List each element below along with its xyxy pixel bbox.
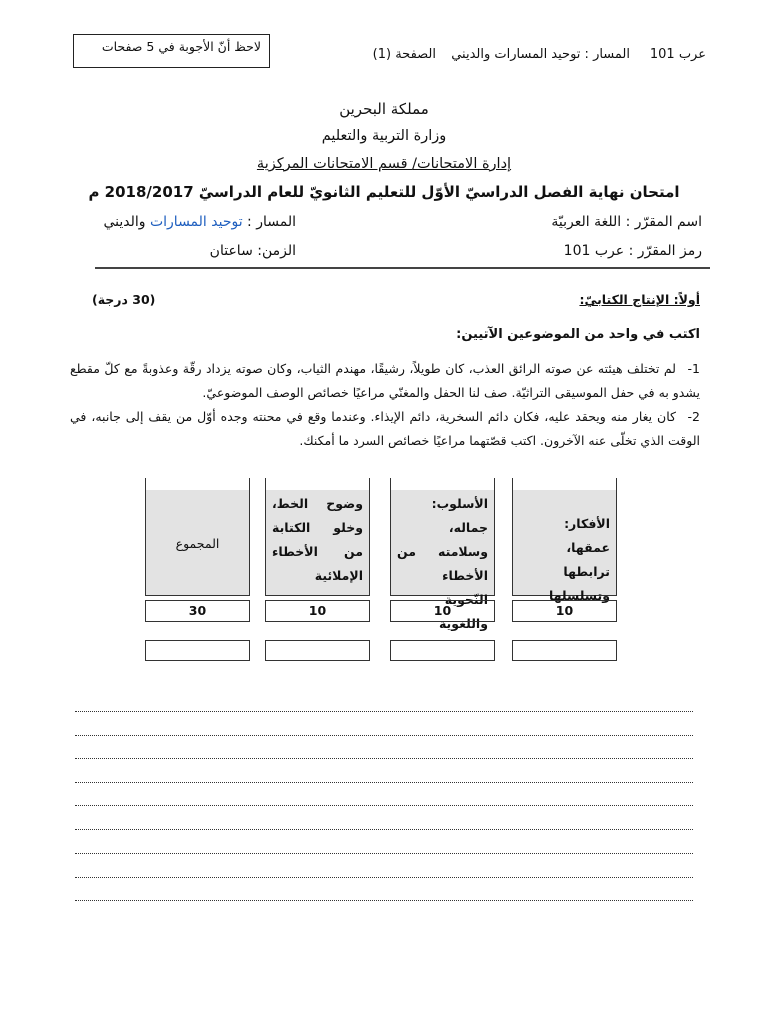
ministry-title: وزارة التربية والتعليم [321, 128, 447, 144]
topic-2 [70, 405, 700, 453]
exam-title: امتحان نهاية الفصل الدراسيّ الأوّل للتعليم الثانويّ للعام الدراسيّ 2018/2017 م [88, 183, 680, 201]
header-divider [95, 267, 710, 269]
answer-line[interactable] [75, 782, 693, 783]
track-value-blue: توحيد المسارات [149, 214, 243, 230]
answer-line[interactable] [75, 805, 693, 806]
answer-line[interactable] [75, 877, 693, 878]
grade-box-handwriting[interactable] [265, 640, 370, 661]
answers-note-box [73, 34, 270, 68]
exam-time [210, 243, 296, 259]
exam-time-label: الزمن: [252, 243, 296, 259]
topic-1 [70, 357, 700, 405]
topic-2-number: 2- [687, 409, 700, 424]
criteria-ideas [512, 478, 617, 603]
course-name-value: اللغة العربيّة [551, 214, 622, 230]
criteria-total [145, 478, 250, 596]
criteria-style-label: الأسلوب: جماله، وسلامته من الأخطاء النّحوية واللغوية [397, 496, 488, 631]
exam-time-value: ساعتان [209, 243, 253, 259]
grade-box-ideas[interactable] [512, 640, 617, 661]
criteria-total-label: المجموع [175, 536, 220, 551]
course-code [564, 243, 702, 259]
department-title [0, 156, 768, 172]
answers-note: لاحظ أنّ الأجوبة في 5 صفحات [101, 39, 261, 54]
criteria-handwriting-label: وضوح الخط، وخلو الكتابة من الأخطاء الإملائية [272, 496, 363, 583]
criteria-ideas-label: الأفكار: عمقها، ترابطها وتسلسلها [548, 516, 610, 603]
track-label: المسار : [242, 214, 296, 230]
course-code-label: رمز المقرّر : [624, 243, 702, 259]
answer-line[interactable] [75, 735, 693, 736]
section-title: أولاً: الإنتاج الكتابيّ: [579, 292, 700, 307]
section-instruction: اكتب في واحد من الموضوعين الآتيين: [456, 327, 700, 342]
answer-line[interactable] [75, 853, 693, 854]
track-value-rest: والديني [103, 214, 150, 230]
section-marks: (30 درجة) [92, 292, 156, 307]
course-name [551, 214, 702, 230]
course-code-value: عرب 101 [563, 243, 625, 259]
topic-1-number: 1- [687, 361, 700, 376]
answer-line[interactable] [75, 711, 693, 712]
grade-box-total[interactable] [145, 640, 250, 661]
department-exams: إدارة الامتحانات/ [412, 156, 512, 172]
score-handwriting: 10 [265, 600, 370, 622]
header-page-number: الصفحة (1) [372, 47, 436, 62]
header-track: المسار : توحيد المسارات والديني [451, 47, 630, 62]
criteria-handwriting [265, 478, 370, 596]
answer-line[interactable] [75, 829, 693, 830]
score-total: 30 [145, 600, 250, 622]
score-ideas: 10 [512, 600, 617, 622]
department-section: قسم الامتحانات المركزية [256, 156, 413, 172]
course-name-label: اسم المقرّر : [621, 214, 702, 230]
score-style: 10 [390, 600, 495, 622]
answer-line[interactable] [75, 900, 693, 901]
header-course-code: عرب 101 [649, 47, 706, 62]
topic-2-text: كان يغار منه ويحقد عليه، فكان دائم السخرية، دائم الإيذاء. وعندما وقع في محنته وجده أوّل من يقف إلى جانبه، في الوقت الذي تخلّى عنه الآخرون. اكتب قصّتهما مراعيًا خصائص السرد ما أمكنك. [70, 409, 700, 448]
grade-box-style[interactable] [390, 640, 495, 661]
answer-line[interactable] [75, 758, 693, 759]
kingdom-title: مملكة البحرين [339, 100, 429, 118]
topic-1-text: لم تختلف هيئته عن صوته الرائق العذب، كان طويلاً، رشيقًا، مهندم الثياب، وكان صوته يزداد رقّة وعذوبةً مع كلّ مقطع يشدو به في حفل الموسيقى التراثيّة. صف لنا الحفل والمغنّي مراعيًا خصائص الوصف الموضوعيّ. [70, 361, 700, 400]
track-info [103, 214, 296, 230]
